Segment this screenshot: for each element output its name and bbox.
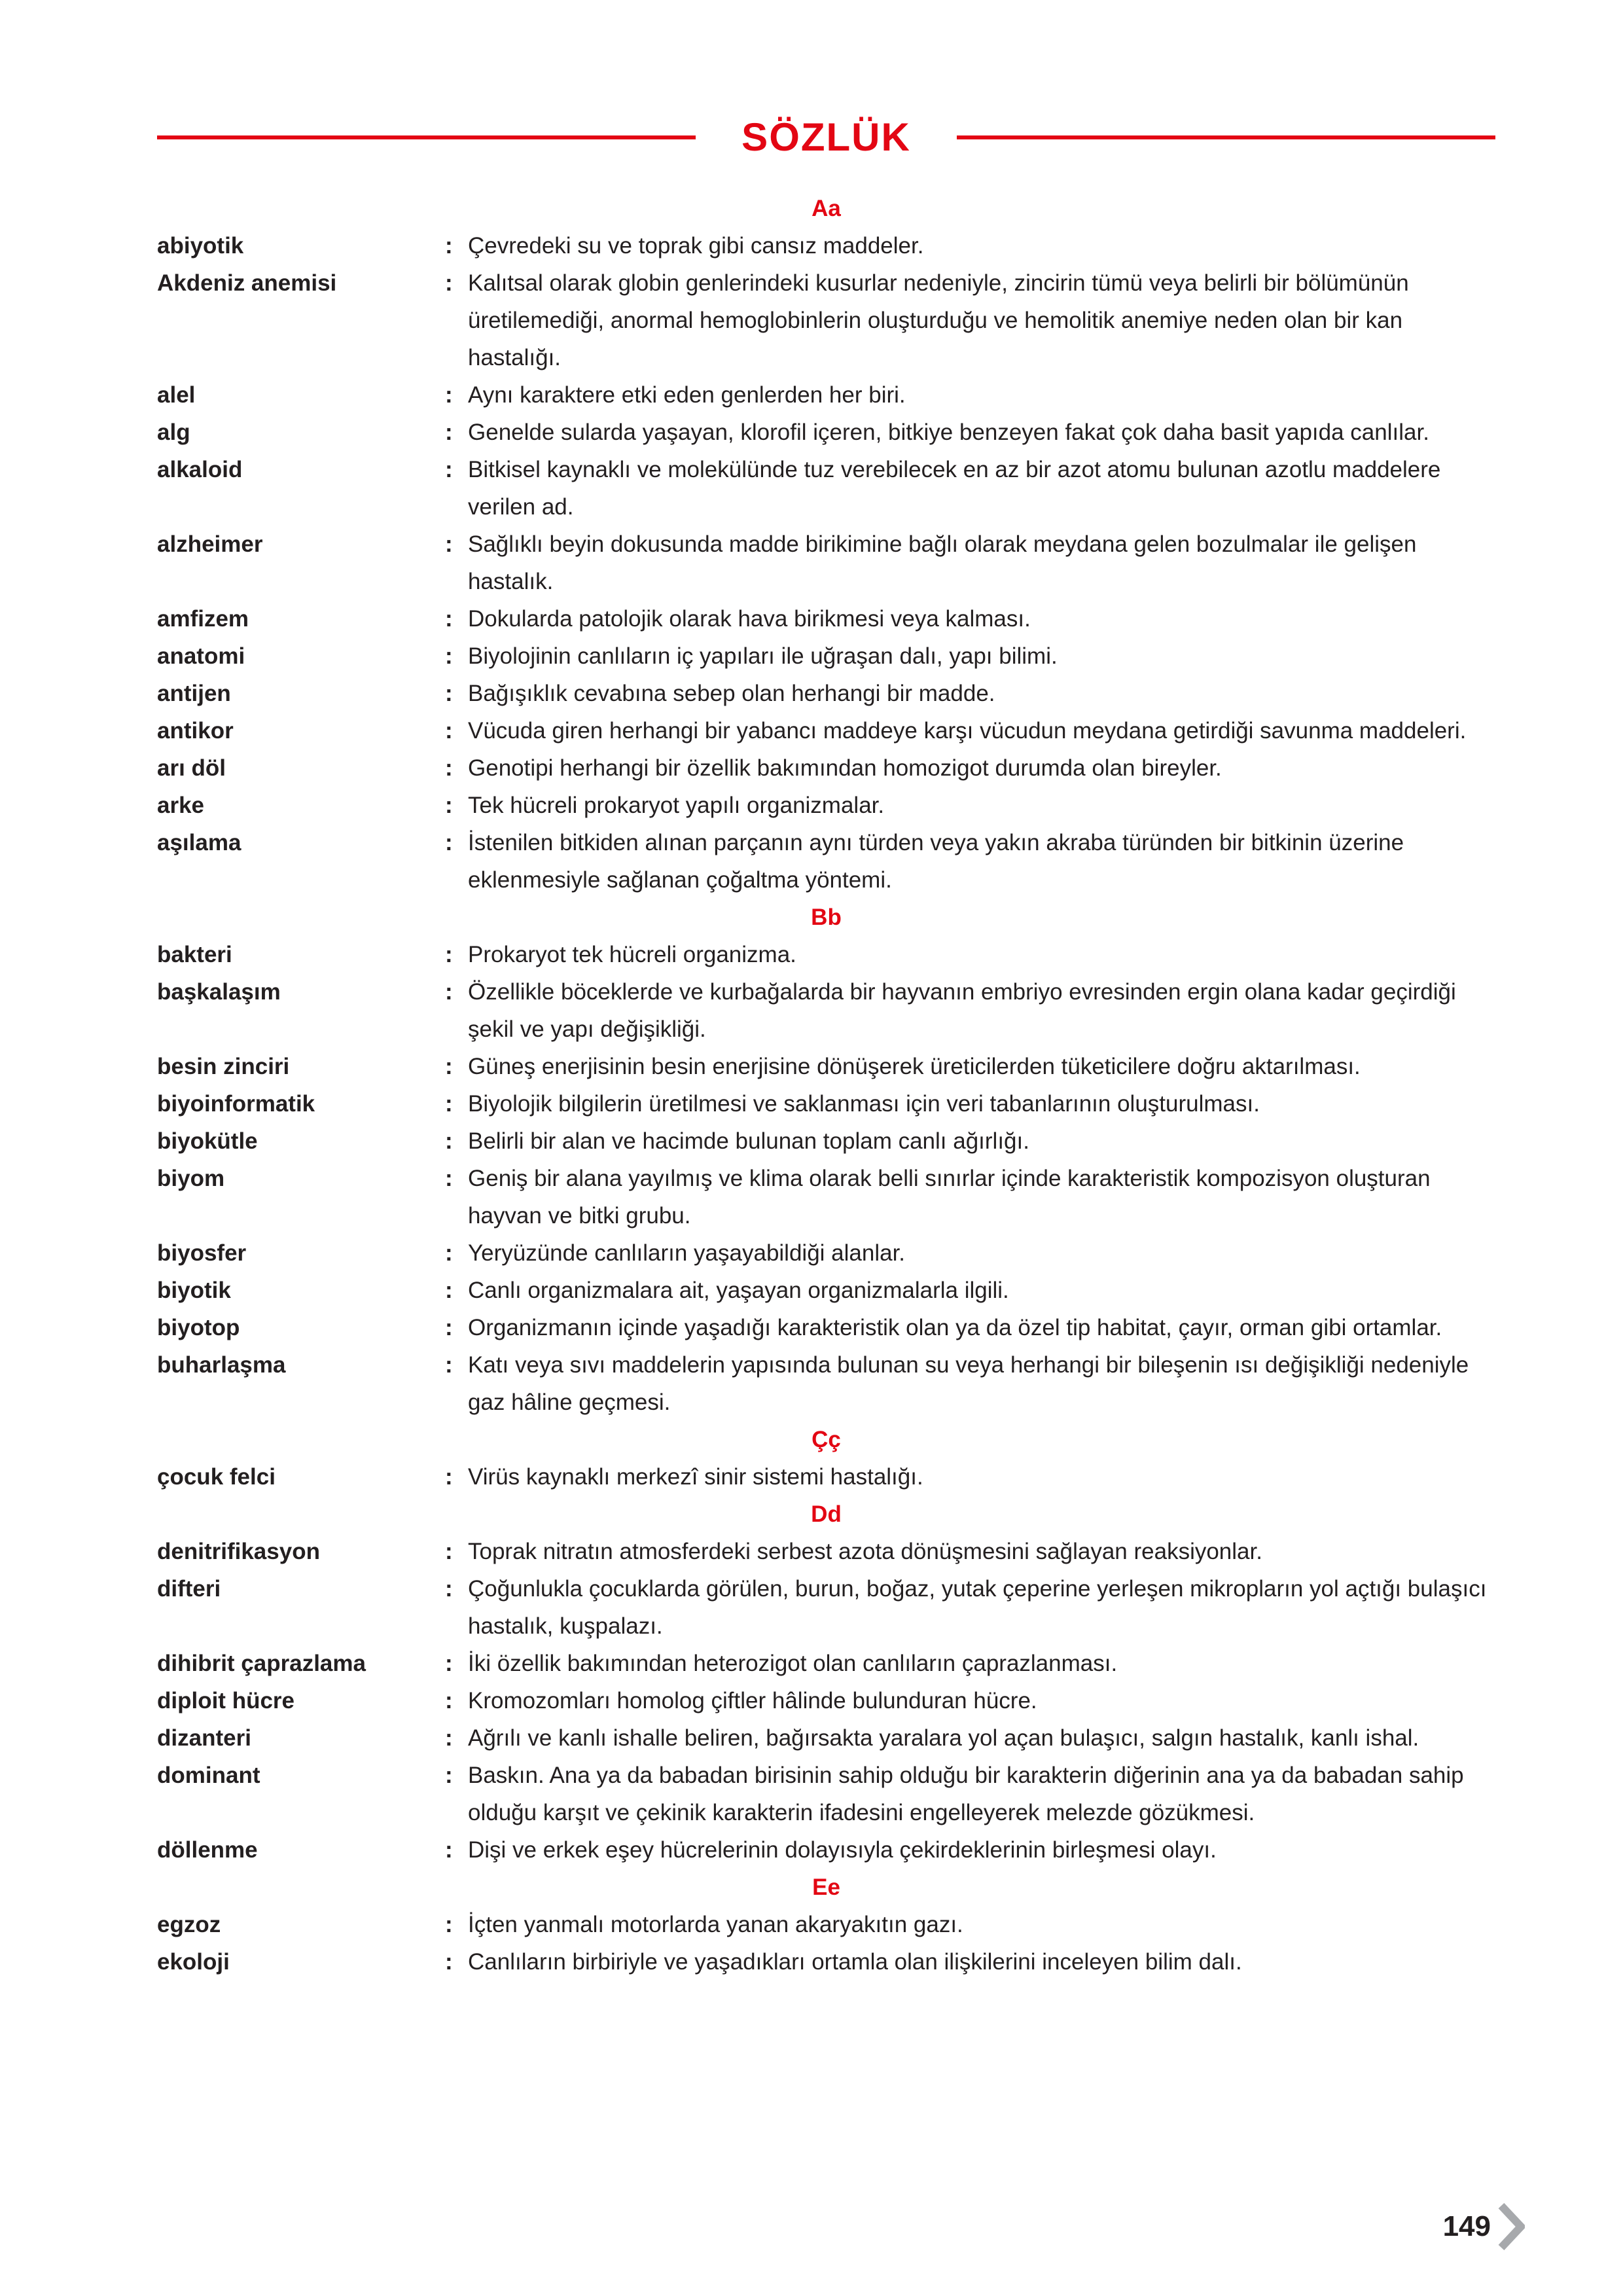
- glossary-entry: [157, 1309, 1495, 1346]
- page-number: [1443, 2203, 1525, 2250]
- entry-term: dihibrit çaprazlama: [157, 1651, 366, 1676]
- entry-term: alel: [157, 382, 196, 408]
- entry-term: egzoz: [157, 1912, 221, 1937]
- glossary-entry: [157, 1122, 1495, 1160]
- title-rule-right: [957, 135, 1495, 139]
- glossary-entry: [157, 600, 1495, 637]
- glossary-entry: [157, 1346, 1495, 1421]
- header: [157, 115, 1495, 160]
- entry-colon: :: [445, 1352, 453, 1378]
- entry-definition: İstenilen bitkiden alınan parçanın aynı türden veya yakın akraba türünden bir bitkinin üzerine eklenmesiyle sağlanan çoğaltma yöntemi.: [468, 830, 1404, 893]
- entry-definition: İçten yanmalı motorlarda yanan akaryakıtın gazı.: [468, 1912, 963, 1937]
- entry-definition: Sağlıklı beyin dokusunda madde birikimine bağlı olarak meydana gelen bozulmalar ile gelişen hastalık.: [468, 531, 1417, 594]
- entry-definition: Geniş bir alana yayılmış ve klima olarak belli sınırlar içinde karakteristik kompozisyon oluşturan hayvan ve bitki grubu.: [468, 1166, 1431, 1229]
- entry-definition: Dişi ve erkek eşey hücrelerinin dolayısıyla çekirdeklerinin birleşmesi olayı.: [468, 1837, 1217, 1863]
- glossary-entry: [157, 1533, 1495, 1570]
- glossary-entry: [157, 1757, 1495, 1831]
- entry-term: antikor: [157, 718, 234, 744]
- entry-term: bakteri: [157, 942, 232, 967]
- entry-colon: :: [445, 382, 453, 408]
- glossary-entry: [157, 1570, 1495, 1645]
- entry-term: döllenme: [157, 1837, 258, 1863]
- entry-colon: :: [445, 1763, 453, 1788]
- glossary-entry: [157, 1906, 1495, 1943]
- entry-colon: :: [445, 979, 453, 1005]
- glossary-entry: [157, 1160, 1495, 1234]
- entry-definition: Ağrılı ve kanlı ishalle beliren, bağırsakta yaralara yol açan bulaşıcı, salgın hastalık, kanlı ishal.: [468, 1725, 1419, 1751]
- entry-definition: Özellikle böceklerde ve kurbağalarda bir hayvanın embriyo evresinden ergin olana kadar geçirdiği şekil ve yapı değişikliği.: [468, 979, 1456, 1042]
- entry-colon: :: [445, 1576, 453, 1602]
- glossary-entry: [157, 376, 1495, 414]
- glossary-entry: [157, 936, 1495, 973]
- entry-definition: Kromozomları homolog çiftler hâlinde bulunduran hücre.: [468, 1688, 1037, 1713]
- entry-term: besin zinciri: [157, 1054, 290, 1079]
- entry-definition: Çoğunlukla çocuklarda görülen, burun, boğaz, yutak çeperine yerleşen mikropların yol açtığı bulaşıcı hastalık, kuşpalazı.: [468, 1576, 1487, 1639]
- entry-colon: :: [445, 1912, 453, 1937]
- entry-term: dizanteri: [157, 1725, 251, 1751]
- entry-term: alkaloid: [157, 457, 243, 482]
- glossary-entry: [157, 451, 1495, 526]
- glossary-entry: [157, 675, 1495, 712]
- entry-term: arke: [157, 793, 205, 818]
- entry-term: biyotop: [157, 1315, 240, 1340]
- entry-colon: :: [445, 1166, 453, 1191]
- glossary-entry: [157, 1272, 1495, 1309]
- section-letter: Ee: [812, 1874, 840, 1900]
- entry-term: buharlaşma: [157, 1352, 286, 1378]
- entry-colon: :: [445, 270, 453, 296]
- glossary-entry: [157, 749, 1495, 787]
- entry-colon: :: [445, 420, 453, 445]
- entry-colon: :: [445, 1725, 453, 1751]
- entry-colon: :: [445, 681, 453, 706]
- entry-definition: Biyolojinin canlıların iç yapıları ile uğraşan dalı, yapı bilimi.: [468, 643, 1058, 669]
- entry-definition: Belirli bir alan ve hacimde bulunan toplam canlı ağırlığı.: [468, 1128, 1029, 1154]
- glossary-entry: [157, 824, 1495, 899]
- entry-term: biyokütle: [157, 1128, 258, 1154]
- entry-colon: :: [445, 1837, 453, 1863]
- entry-term: diploit hücre: [157, 1688, 294, 1713]
- glossary-entry: [157, 1645, 1495, 1682]
- glossary-entry: [157, 227, 1495, 264]
- entry-colon: :: [445, 643, 453, 669]
- entry-colon: :: [445, 718, 453, 744]
- entry-term: başkalaşım: [157, 979, 281, 1005]
- glossary-entry: [157, 526, 1495, 600]
- glossary-entry: [157, 1831, 1495, 1869]
- entry-term: Akdeniz anemisi: [157, 270, 337, 296]
- entry-colon: :: [445, 1315, 453, 1340]
- entry-term: çocuk felci: [157, 1464, 276, 1490]
- title-rule-left: [157, 135, 696, 139]
- entry-term: arı döl: [157, 755, 226, 781]
- entry-colon: :: [445, 830, 453, 855]
- entry-definition: Dokularda patolojik olarak hava birikmesi veya kalması.: [468, 606, 1031, 632]
- glossary-entry: [157, 1234, 1495, 1272]
- entry-definition: Vücuda giren herhangi bir yabancı maddeye karşı vücudun meydana getirdiği savunma maddeleri.: [468, 718, 1467, 744]
- section-letter: Bb: [811, 905, 842, 930]
- entry-definition: Genotipi herhangi bir özellik bakımından homozigot durumda olan bireyler.: [468, 755, 1222, 781]
- section-letter: Çç: [812, 1427, 841, 1452]
- glossary-entry: [157, 1048, 1495, 1085]
- glossary-entry: [157, 1682, 1495, 1719]
- entry-colon: :: [445, 1054, 453, 1079]
- entry-term: amfizem: [157, 606, 249, 632]
- glossary-entry: [157, 264, 1495, 376]
- entry-definition: Bağışıklık cevabına sebep olan herhangi bir madde.: [468, 681, 995, 706]
- entry-definition: Çevredeki su ve toprak gibi cansız maddeler.: [468, 233, 924, 259]
- page-number-value: 149: [1442, 2210, 1491, 2242]
- entry-term: alg: [157, 420, 190, 445]
- entry-definition: Canlı organizmalara ait, yaşayan organizmalarla ilgili.: [468, 1278, 1009, 1303]
- entry-definition: Güneş enerjisinin besin enerjisine dönüşerek üreticilerden tüketicilere doğru aktarılması.: [468, 1054, 1361, 1079]
- entry-term: biyosfer: [157, 1240, 247, 1266]
- entry-colon: :: [445, 233, 453, 259]
- entry-colon: :: [445, 1240, 453, 1266]
- entry-colon: :: [445, 531, 453, 557]
- glossary-entry: [157, 712, 1495, 749]
- entry-term: abiyotik: [157, 233, 244, 259]
- glossary-entry: [157, 414, 1495, 451]
- glossary-entry: [157, 1085, 1495, 1122]
- entry-definition: Aynı karaktere etki eden genlerden her biri.: [468, 382, 906, 408]
- glossary-entry: [157, 1458, 1495, 1496]
- page-title: SÖZLÜK: [741, 115, 911, 159]
- glossary-entry: [157, 637, 1495, 675]
- entry-definition: Prokaryot tek hücreli organizma.: [468, 942, 796, 967]
- entry-term: anatomi: [157, 643, 245, 669]
- entry-term: biyoinformatik: [157, 1091, 315, 1117]
- entry-colon: :: [445, 1278, 453, 1303]
- entry-definition: Baskın. Ana ya da babadan birisinin sahip olduğu bir karakterin diğerinin ana ya da babadan sahip olduğu karşıt ve çekinik karakterin ifadesini engelleyerek melezde gözükmesi.: [468, 1763, 1464, 1825]
- entry-colon: :: [445, 1464, 453, 1490]
- entry-term: aşılama: [157, 830, 241, 855]
- entry-definition: Bitkisel kaynaklı ve molekülünde tuz verebilecek en az bir azot atomu bulunan azotlu maddelere verilen ad.: [468, 457, 1441, 520]
- entry-term: difteri: [157, 1576, 221, 1602]
- glossary-entry: [157, 973, 1495, 1048]
- entry-definition: Biyolojik bilgilerin üretilmesi ve saklanması için veri tabanlarının oluşturulması.: [468, 1091, 1260, 1117]
- entry-definition: Katı veya sıvı maddelerin yapısında bulunan su veya herhangi bir bileşenin ısı değişikliği nedeniyle gaz hâline geçmesi.: [468, 1352, 1469, 1415]
- entry-colon: :: [445, 1688, 453, 1713]
- entry-colon: :: [445, 1651, 453, 1676]
- section-letter: Aa: [812, 196, 841, 221]
- entry-colon: :: [445, 606, 453, 632]
- entry-colon: :: [445, 1128, 453, 1154]
- entry-colon: :: [445, 755, 453, 781]
- entry-colon: :: [445, 1949, 453, 1975]
- entry-colon: :: [445, 793, 453, 818]
- entry-definition: Organizmanın içinde yaşadığı karakteristik olan ya da özel tip habitat, çayır, orman gibi ortamlar.: [468, 1315, 1442, 1340]
- section-letter: Dd: [811, 1501, 842, 1527]
- entry-definition: Genelde sularda yaşayan, klorofil içeren, bitkiye benzeyen fakat çok daha basit yapıda canlılar.: [468, 420, 1429, 445]
- entry-colon: :: [445, 1539, 453, 1564]
- entry-term: antijen: [157, 681, 231, 706]
- entry-definition: Yeryüzünde canlıların yaşayabildiği alanlar.: [468, 1240, 906, 1266]
- entry-definition: Tek hücreli prokaryot yapılı organizmalar.: [468, 793, 885, 818]
- entry-definition: Virüs kaynaklı merkezî sinir sistemi hastalığı.: [468, 1464, 923, 1490]
- entry-definition: Canlıların birbiriyle ve yaşadıkları ortamla olan ilişkilerini inceleyen bilim dalı.: [468, 1949, 1242, 1975]
- entry-colon: :: [445, 942, 453, 967]
- entry-definition: Toprak nitratın atmosferdeki serbest azota dönüşmesini sağlayan reaksiyonlar.: [468, 1539, 1262, 1564]
- entry-colon: :: [445, 1091, 453, 1117]
- glossary-entry: [157, 1943, 1495, 1981]
- chevron-right-icon: [1497, 2203, 1525, 2250]
- entry-definition: İki özellik bakımından heterozigot olan canlıların çaprazlanması.: [468, 1651, 1118, 1676]
- glossary-entry: [157, 787, 1495, 824]
- glossary: [157, 190, 1495, 1981]
- entry-term: biyom: [157, 1166, 225, 1191]
- entry-term: denitrifikasyon: [157, 1539, 320, 1564]
- entry-term: biyotik: [157, 1278, 231, 1303]
- entry-term: dominant: [157, 1763, 260, 1788]
- entry-definition: Kalıtsal olarak globin genlerindeki kusurlar nedeniyle, zincirin tümü veya belirli bir bölümünün üretilemediği, anormal hemoglobinlerin oluşturduğu ve hemolitik anemiye neden olan bir kan hastalığı.: [468, 270, 1409, 370]
- entry-colon: :: [445, 457, 453, 482]
- glossary-entry: [157, 1719, 1495, 1757]
- entry-term: alzheimer: [157, 531, 263, 557]
- entry-term: ekoloji: [157, 1949, 230, 1975]
